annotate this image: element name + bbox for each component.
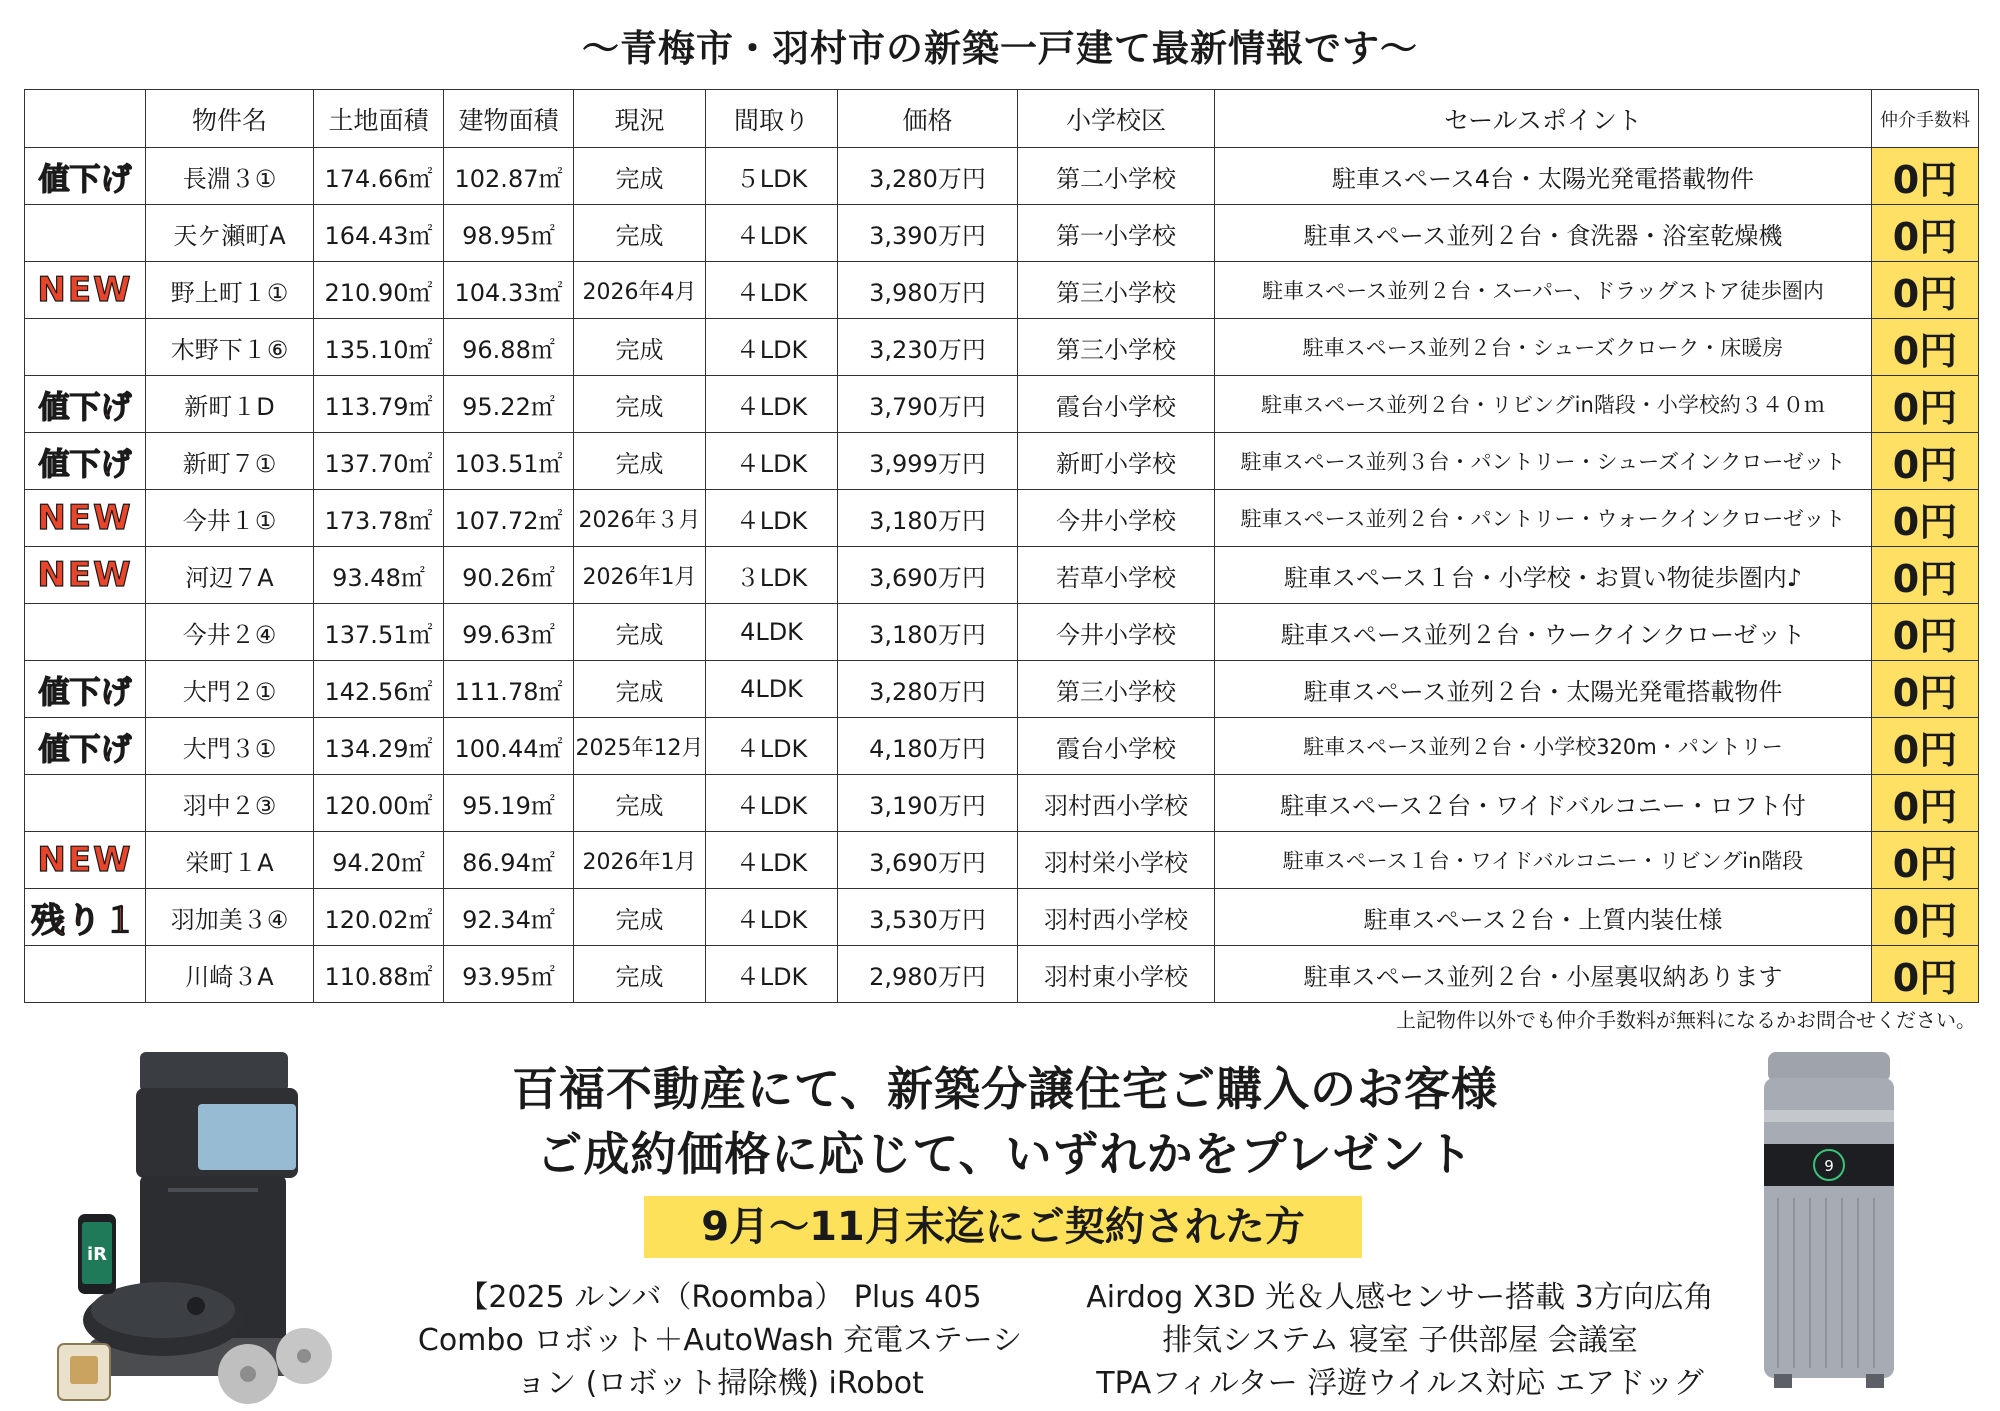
gift-roomba-line: 【2025 ルンバ（Roomba） Plus 405: [458, 1280, 982, 1315]
brokerage-fee-cell: 0円: [1872, 661, 1979, 718]
promo-headline-1: 百福不動産にて、新築分譲住宅ご購入のお客様: [511, 1062, 1499, 1116]
floor-plan-cell: ４LDK: [706, 775, 838, 832]
row-badge-cell: [25, 946, 146, 1003]
building-area-cell: 100.44㎡: [444, 718, 574, 775]
status-cell: 完成: [574, 148, 706, 205]
school-district-cell: 羽村東小学校: [1018, 946, 1215, 1003]
status-cell: 完成: [574, 661, 706, 718]
school-district-cell: 第三小学校: [1018, 319, 1215, 376]
land-area-cell: 164.43㎡: [314, 205, 444, 262]
price-cell: 3,790万円: [838, 376, 1018, 433]
status-badge: 値下げ: [38, 674, 132, 711]
header-point: セールスポイント: [1215, 90, 1872, 148]
row-badge-cell: [25, 775, 146, 832]
school-district-cell: 第三小学校: [1018, 661, 1215, 718]
sales-point-cell: 駐車スペース並列２台・シューズクローク・床暖房: [1215, 319, 1872, 376]
sales-point-cell: 駐車スペース並列２台・パントリー・ウォークインクローゼット: [1215, 490, 1872, 547]
building-area-cell: 98.95㎡: [444, 205, 574, 262]
status-badge: 値下げ: [38, 389, 132, 426]
property-name-cell: 今井２④: [146, 604, 314, 661]
sales-point-cell: 駐車スペース２台・ワイドバルコニー・ロフト付: [1215, 775, 1872, 832]
sales-point-cell: 駐車スペース並列３台・パントリー・シューズインクローゼット: [1215, 433, 1872, 490]
land-area-cell: 142.56㎡: [314, 661, 444, 718]
building-area-cell: 103.51㎡: [444, 433, 574, 490]
price-cell: 4,180万円: [838, 718, 1018, 775]
table-header-row: [25, 90, 1979, 148]
price-cell: 3,180万円: [838, 604, 1018, 661]
brokerage-fee-cell: 0円: [1872, 205, 1979, 262]
gift-roomba-line: ョン (ロボット掃除機) iRobot: [516, 1366, 924, 1401]
status-cell: 2026年4月: [574, 262, 706, 319]
price-cell: 3,280万円: [838, 148, 1018, 205]
floor-plan-cell: ４LDK: [706, 319, 838, 376]
gift-airdog-line: TPAフィルター 浮遊ウイルス対応 エアドッグ: [1096, 1366, 1704, 1401]
property-name-cell: 長淵３①: [146, 148, 314, 205]
gift-airdog-line: 排気システム 寝室 子供部屋 会議室: [1162, 1323, 1638, 1358]
brokerage-fee-cell: 0円: [1872, 376, 1979, 433]
land-area-cell: 174.66㎡: [314, 148, 444, 205]
sales-point-cell: 駐車スペース並列２台・リビングin階段・小学校約３４０ｍ: [1215, 376, 1872, 433]
table-row: [25, 832, 1979, 889]
land-area-cell: 120.02㎡: [314, 889, 444, 946]
status-badge: NEW: [37, 840, 133, 880]
floor-plan-cell: ４LDK: [706, 490, 838, 547]
land-area-cell: 93.48㎡: [314, 547, 444, 604]
brokerage-fee-cell: 0円: [1872, 490, 1979, 547]
floor-plan-cell: ４LDK: [706, 433, 838, 490]
header-badge: [25, 90, 146, 148]
status-badge: NEW: [37, 498, 133, 538]
property-name-cell: 川崎３A: [146, 946, 314, 1003]
property-name-cell: 栄町１A: [146, 832, 314, 889]
table-row: [25, 547, 1979, 604]
land-area-cell: 113.79㎡: [314, 376, 444, 433]
row-badge-cell: [25, 205, 146, 262]
table-row: [25, 661, 1979, 718]
row-badge-cell: [25, 832, 146, 889]
status-cell: 完成: [574, 433, 706, 490]
brokerage-fee-cell: 0円: [1872, 547, 1979, 604]
land-area-cell: 137.70㎡: [314, 433, 444, 490]
page-title: ～青梅市・羽村市の新築一戸建て最新情報です～: [582, 27, 1418, 70]
table-row: [25, 319, 1979, 376]
floor-plan-cell: ４LDK: [706, 205, 838, 262]
table-row: [25, 490, 1979, 547]
school-district-cell: 第一小学校: [1018, 205, 1215, 262]
gift-airdog-text: [1080, 1276, 1720, 1405]
row-badge-cell: [25, 718, 146, 775]
building-area-cell: 107.72㎡: [444, 490, 574, 547]
price-cell: 3,980万円: [838, 262, 1018, 319]
status-cell: 2026年1月: [574, 832, 706, 889]
price-cell: 3,190万円: [838, 775, 1018, 832]
purifier-display-text: 9: [1824, 1157, 1834, 1175]
header-name: 物件名: [146, 90, 314, 148]
brokerage-fee-cell: 0円: [1872, 433, 1979, 490]
price-cell: 3,999万円: [838, 433, 1018, 490]
building-area-cell: 95.19㎡: [444, 775, 574, 832]
brokerage-fee-cell: 0円: [1872, 262, 1979, 319]
sales-point-cell: 駐車スペース１台・小学校・お買い物徒歩圏内♪: [1215, 547, 1872, 604]
property-name-cell: 大門２①: [146, 661, 314, 718]
status-cell: 完成: [574, 205, 706, 262]
sales-point-cell: 駐車スペース２台・上質内装仕様: [1215, 889, 1872, 946]
floor-plan-cell: ４LDK: [706, 718, 838, 775]
sales-point-cell: 駐車スペース4台・太陽光発電搭載物件: [1215, 148, 1872, 205]
school-district-cell: 羽村栄小学校: [1018, 832, 1215, 889]
row-badge-cell: [25, 433, 146, 490]
price-cell: 2,980万円: [838, 946, 1018, 1003]
brokerage-fee-cell: 0円: [1872, 889, 1979, 946]
property-name-cell: 大門３①: [146, 718, 314, 775]
row-badge-cell: [25, 319, 146, 376]
school-district-cell: 霞台小学校: [1018, 376, 1215, 433]
row-badge-cell: [25, 889, 146, 946]
status-badge: NEW: [37, 270, 133, 310]
header-price: 価格: [838, 90, 1018, 148]
row-badge-cell: [25, 490, 146, 547]
table-row: [25, 604, 1979, 661]
row-badge-cell: [25, 376, 146, 433]
building-area-cell: 111.78㎡: [444, 661, 574, 718]
property-name-cell: 木野下１⑥: [146, 319, 314, 376]
row-badge-cell: [25, 547, 146, 604]
status-cell: 完成: [574, 376, 706, 433]
floor-plan-cell: ４LDK: [706, 832, 838, 889]
brokerage-fee-cell: 0円: [1872, 832, 1979, 889]
school-district-cell: 今井小学校: [1018, 604, 1215, 661]
land-area-cell: 135.10㎡: [314, 319, 444, 376]
brokerage-fee-cell: 0円: [1872, 319, 1979, 376]
school-district-cell: 第三小学校: [1018, 262, 1215, 319]
table-row: [25, 262, 1979, 319]
school-district-cell: 霞台小学校: [1018, 718, 1215, 775]
status-cell: 完成: [574, 775, 706, 832]
gift-roomba-text: [400, 1276, 1040, 1405]
status-cell: 完成: [574, 889, 706, 946]
price-cell: 3,390万円: [838, 205, 1018, 262]
floor-plan-cell: ４LDK: [706, 376, 838, 433]
status-badge: 値下げ: [38, 731, 132, 768]
floor-plan-cell: ４LDK: [706, 946, 838, 1003]
land-area-cell: 134.29㎡: [314, 718, 444, 775]
school-district-cell: 羽村西小学校: [1018, 889, 1215, 946]
status-cell: 2025年12月: [574, 718, 706, 775]
property-name-cell: 新町１D: [146, 376, 314, 433]
table-row: [25, 376, 1979, 433]
property-name-cell: 今井１①: [146, 490, 314, 547]
price-cell: 3,280万円: [838, 661, 1018, 718]
land-area-cell: 94.20㎡: [314, 832, 444, 889]
app-logo-text: iR: [86, 1244, 108, 1265]
table-row: [25, 205, 1979, 262]
property-name-cell: 羽中２③: [146, 775, 314, 832]
status-cell: 完成: [574, 604, 706, 661]
footnote: 上記物件以外でも仲介手数料が無料になるかお問合せください。: [1396, 1008, 1976, 1032]
status-badge: 値下げ: [38, 161, 132, 198]
sales-point-cell: 駐車スペース並列２台・スーパー、ドラッグストア徒歩圏内: [1215, 262, 1872, 319]
school-district-cell: 今井小学校: [1018, 490, 1215, 547]
sales-point-cell: 駐車スペース並列２台・小学校320m・パントリー: [1215, 718, 1872, 775]
status-badge: 残り１: [31, 900, 139, 941]
price-cell: 3,690万円: [838, 547, 1018, 604]
land-area-cell: 120.00㎡: [314, 775, 444, 832]
land-area-cell: 110.88㎡: [314, 946, 444, 1003]
brokerage-fee-cell: 0円: [1872, 775, 1979, 832]
school-district-cell: 若草小学校: [1018, 547, 1215, 604]
floor-plan-cell: ４LDK: [706, 889, 838, 946]
property-name-cell: 野上町１①: [146, 262, 314, 319]
property-name-cell: 河辺７A: [146, 547, 314, 604]
status-cell: 完成: [574, 319, 706, 376]
building-area-cell: 90.26㎡: [444, 547, 574, 604]
floor-plan-cell: 4LDK: [706, 604, 838, 661]
land-area-cell: 137.51㎡: [314, 604, 444, 661]
status-cell: 2026年1月: [574, 547, 706, 604]
sales-point-cell: 駐車スペース並列２台・ウークインクローゼット: [1215, 604, 1872, 661]
brokerage-fee-cell: 0円: [1872, 148, 1979, 205]
row-badge-cell: [25, 148, 146, 205]
air-purifier-image: [1748, 1048, 1910, 1408]
gift-airdog-line: Airdog X3D 光＆人感センサー搭載 3方向広角: [1086, 1280, 1714, 1315]
row-badge-cell: [25, 262, 146, 319]
header-land: 土地面積: [314, 90, 444, 148]
sales-point-cell: 駐車スペース並列２台・太陽光発電搭載物件: [1215, 661, 1872, 718]
sales-point-cell: 駐車スペース並列２台・食洗器・浴室乾燥機: [1215, 205, 1872, 262]
header-layout: 間取り: [706, 90, 838, 148]
table-row: [25, 775, 1979, 832]
row-badge-cell: [25, 661, 146, 718]
land-area-cell: 173.78㎡: [314, 490, 444, 547]
promo-headline-2: ご成約価格に応じて、いずれかをプレゼント: [536, 1127, 1474, 1181]
price-cell: 3,530万円: [838, 889, 1018, 946]
robot-vacuum-image: [48, 1038, 343, 1408]
row-badge-cell: [25, 604, 146, 661]
floor-plan-cell: 4LDK: [706, 661, 838, 718]
building-area-cell: 96.88㎡: [444, 319, 574, 376]
header-status: 現況: [574, 90, 706, 148]
school-district-cell: 第二小学校: [1018, 148, 1215, 205]
header-building: 建物面積: [444, 90, 574, 148]
school-district-cell: 新町小学校: [1018, 433, 1215, 490]
table-row: [25, 946, 1979, 1003]
campaign-period-banner: 9月～11月末迄にご契約された方: [644, 1196, 1362, 1258]
land-area-cell: 210.90㎡: [314, 262, 444, 319]
building-area-cell: 95.22㎡: [444, 376, 574, 433]
status-cell: 完成: [574, 946, 706, 1003]
table-row: [25, 433, 1979, 490]
building-area-cell: 99.63㎡: [444, 604, 574, 661]
table-row: [25, 718, 1979, 775]
building-area-cell: 86.94㎡: [444, 832, 574, 889]
property-name-cell: 新町７①: [146, 433, 314, 490]
property-name-cell: 羽加美３④: [146, 889, 314, 946]
brokerage-fee-cell: 0円: [1872, 946, 1979, 1003]
brokerage-fee-cell: 0円: [1872, 718, 1979, 775]
building-area-cell: 104.33㎡: [444, 262, 574, 319]
floor-plan-cell: ３LDK: [706, 547, 838, 604]
building-area-cell: 92.34㎡: [444, 889, 574, 946]
table-row: [25, 148, 1979, 205]
price-cell: 3,690万円: [838, 832, 1018, 889]
status-badge: 値下げ: [38, 446, 132, 483]
table-row: [25, 889, 1979, 946]
header-fee: 仲介手数料: [1872, 90, 1979, 148]
price-cell: 3,180万円: [838, 490, 1018, 547]
sales-point-cell: 駐車スペース１台・ワイドバルコニー・リビングin階段: [1215, 832, 1872, 889]
header-school: 小学校区: [1018, 90, 1215, 148]
sales-point-cell: 駐車スペース並列２台・小屋裏収納あります: [1215, 946, 1872, 1003]
property-name-cell: 天ケ瀬町A: [146, 205, 314, 262]
school-district-cell: 羽村西小学校: [1018, 775, 1215, 832]
floor-plan-cell: ５LDK: [706, 148, 838, 205]
floor-plan-cell: ４LDK: [706, 262, 838, 319]
listing-table: [24, 89, 1979, 1003]
gift-roomba-line: Combo ロボット＋AutoWash 充電ステーシ: [417, 1323, 1023, 1358]
building-area-cell: 93.95㎡: [444, 946, 574, 1003]
price-cell: 3,230万円: [838, 319, 1018, 376]
building-area-cell: 102.87㎡: [444, 148, 574, 205]
status-cell: 2026年３月: [574, 490, 706, 547]
status-badge: NEW: [37, 555, 133, 595]
brokerage-fee-cell: 0円: [1872, 604, 1979, 661]
